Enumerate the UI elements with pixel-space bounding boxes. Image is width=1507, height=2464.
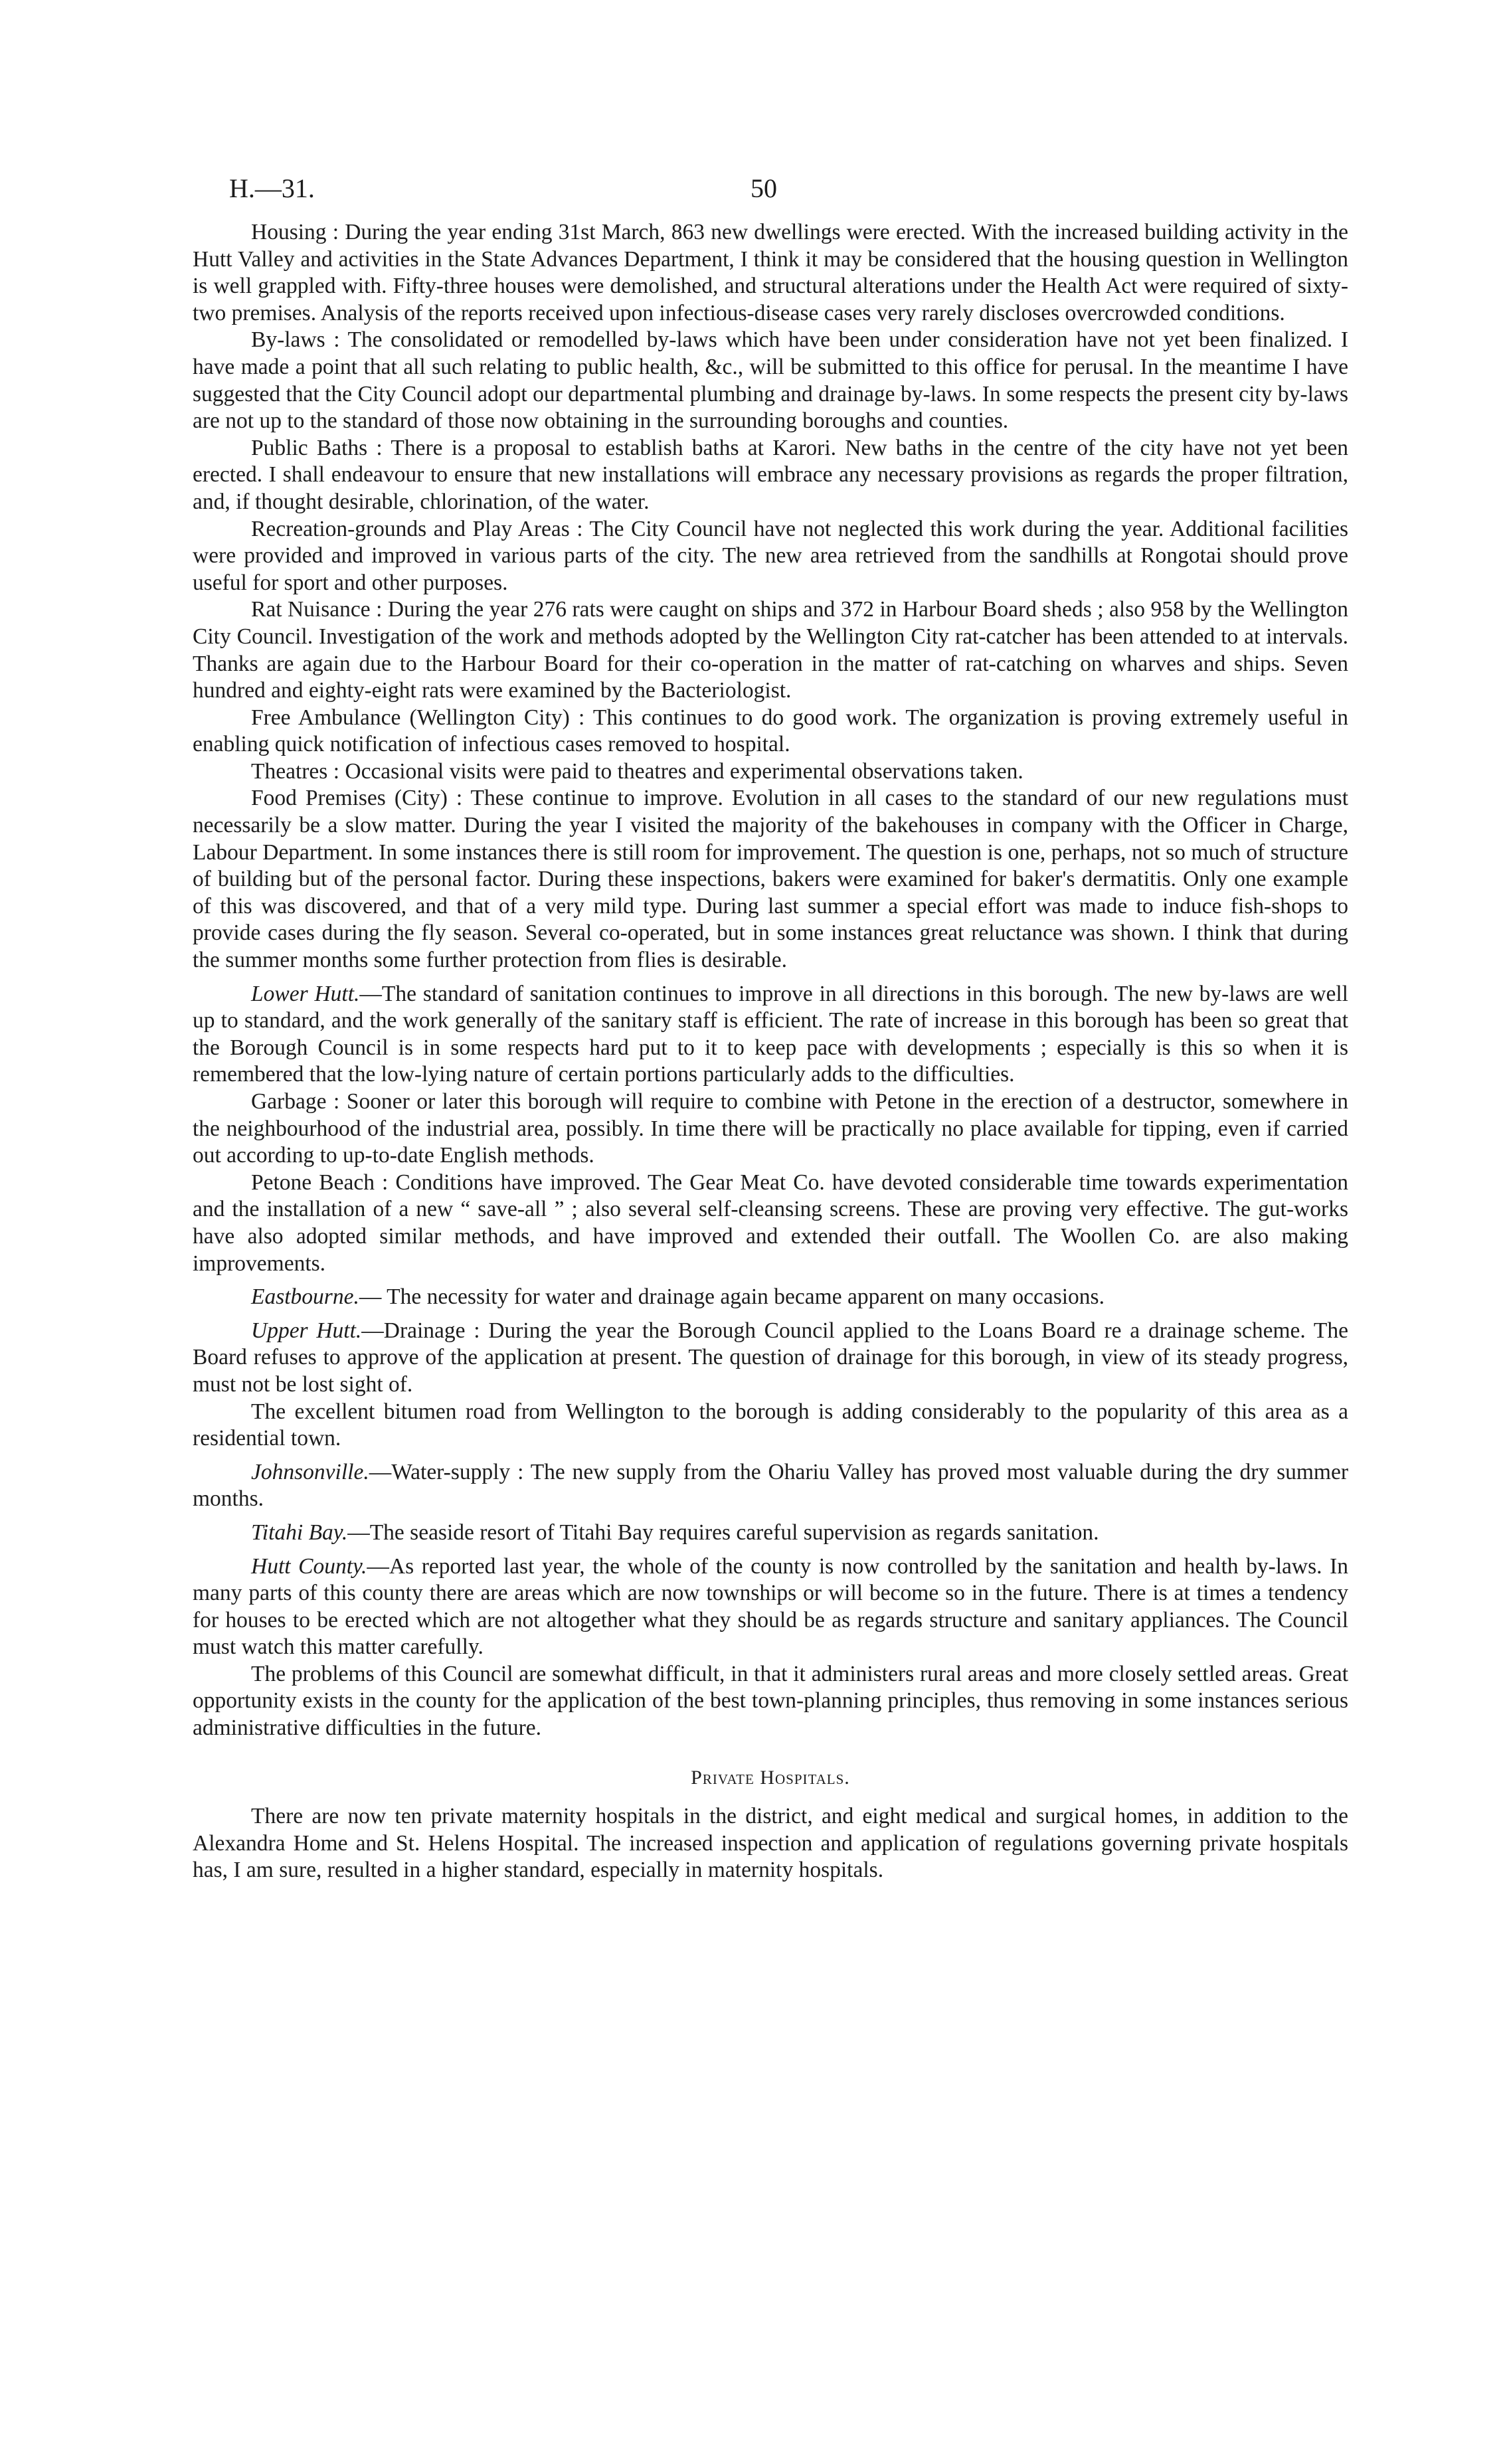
body-text — [193, 219, 1348, 1884]
lower-hutt-text: —The standard of sanitation continues to improve in all directions in this borough. The new by-laws are well up to standard, and the work generally of the sanitary staff is efficient. The rate of increase in this borough has been so great that the Borough Council is in some respects hard put to it to keep pace with developments ; especially is this so when it is remembered that the low-lying nature of certain portions particularly adds to the difficulties. — [193, 981, 1348, 1087]
paragraph-housing: Housing : During the year ending 31st March, 863 new dwellings were erected. With the increased building activity in the Hutt Valley and activities in the State Advances Department, I think it may be considered that the housing question in Wellington is well grappled with. Fifty-three houses were demolished, and structural alterations under the Health Act were required of sixty-two premises. Analysis of the reports received upon infectious-disease cases very rarely discloses overcrowded conditions. — [193, 220, 1348, 325]
titahi-bay-heading: Titahi Bay. — [251, 1520, 348, 1545]
paragraph-private-hospitals: There are now ten private maternity hospitals in the district, and eight medical and surgical homes, in addition to the Alexandra Home and St. Helens Hospital. The increased inspection and application of regulations governing private hospitals has, I am sure, resulted in a higher standard, especially in maternity hospitals. — [193, 1804, 1348, 1883]
upper-hutt-heading: Upper Hutt. — [251, 1318, 362, 1343]
paragraph-garbage: Garbage : Sooner or later this borough will require to combine with Petone in the erection of a destructor, somewhere in the neighbourhood of the industrial area, possibly. In time there will be practically no place available for tipping, even if carried out according to up-to-date English methods. — [193, 1089, 1348, 1168]
upper-hutt-text: —Drainage : During the year the Borough Council applied to the Loans Board re a drainage scheme. The Board refuses to approve of the application at present. The question of drainage for this borough, in view of its steady progress, must not be lost sight of. — [193, 1318, 1349, 1397]
eastbourne-heading: Eastbourne. — [251, 1284, 359, 1310]
paragraph-food-premises: Food Premises (City) : These continue to improve. Evolution in all cases to the standard of our new regulations must necessarily be a slow matter. During the year I visited the majority of the bakehouses in company with the Officer in Charge, Labour Department. In some instances there is still room for improvement. The question is one, perhaps, not so much of structure of building but of the personal factor. During these inspections, bakers were examined for baker's dermatitis. Only one example of this was discovered, and that of a very mild type. During last summer a special effort was made to induce fish-shops to provide cases during the fly season. Several co-operated, but in some instances great reluctance was shown. I think that during the summer months some further protection from flies is desirable. — [193, 786, 1348, 973]
titahi-bay-text: —The seaside resort of Titahi Bay requires careful supervision as regards sanitation. — [347, 1520, 1099, 1545]
paragraph-theatres: Theatres : Occasional visits were paid to theatres and experimental observations taken. — [251, 758, 1023, 784]
johnsonville-heading: Johnsonville. — [251, 1459, 369, 1484]
page-header — [193, 173, 1348, 219]
johnsonville-text: —Water-supply : The new supply from the Ohariu Valley has proved most valuable during the dry summer months. — [193, 1459, 1348, 1512]
paragraph-free-ambulance: Free Ambulance (Wellington City) : This continues to do good work. The organization is proving extremely useful in enabling quick notification of infectious cases removed to hospital. — [193, 705, 1348, 757]
paragraph-recreation: Recreation-grounds and Play Areas : The City Council have not neglected this work during the year. Additional facilities were provided and improved in various parts of the city. The new area retrieved from the sandhills at Rongotai should prove useful for sport and other purposes. — [193, 516, 1348, 595]
paragraph-public-baths: Public Baths : There is a proposal to establish baths at Karori. New baths in the centre of the city have not yet been erected. I shall endeavour to ensure that new installations will embrace any necessary provisions as regards the proper filtration, and, if thought desirable, chlorination, of the water. — [193, 435, 1348, 514]
page-number: 50 — [751, 173, 777, 203]
paragraph-petone-beach: Petone Beach : Conditions have improved. The Gear Meat Co. have devoted considerable time towards experimentation and the installation of a new “ save-all ” ; also several self-cleansing screens. These are proving very effective. The gut-works have also adopted similar methods, and have improved and extended their outfall. The Woollen Co. are also making improvements. — [193, 1170, 1348, 1276]
paragraph-eastbourne — [193, 1284, 1348, 1311]
paragraph-johnsonville — [193, 1459, 1348, 1513]
hutt-county-text: —As reported last year, the whole of the county is now controlled by the sanitation and health by-laws. In many parts of this county there are areas which are now townships or will become so in the future. There is at times a tendency for houses to be erected which are not altogether what they should be as regards structure and sanitary appliances. The Council must watch this matter carefully. — [193, 1553, 1348, 1660]
paragraph-titahi-bay — [193, 1520, 1348, 1547]
eastbourne-text: — The necessity for water and drainage again became apparent on many occasions. — [359, 1284, 1105, 1310]
section-heading-private-hospitals: Private Hospitals. — [691, 1766, 850, 1789]
paragraph-bitumen-road: The excellent bitumen road from Wellington to the borough is adding considerably to the popularity of this area as a residential town. — [193, 1399, 1348, 1451]
paragraph-hutt-county — [193, 1553, 1348, 1661]
paragraph-council-problems: The problems of this Council are somewhat difficult, in that it administers rural areas and more closely settled areas. Great opportunity exists in the county for the application of the best town-planning principles, thus removing in some instances serious administrative difficulties in the future. — [193, 1661, 1348, 1741]
document-page — [193, 173, 1348, 1884]
paragraph-lower-hutt — [193, 981, 1348, 1089]
lower-hutt-heading: Lower Hutt. — [251, 981, 360, 1006]
paragraph-bylaws: By-laws : The consolidated or remodelled by-laws which have been under consideration have not yet been finalized. I have made a point that all such relating to public health, &c., will be submitted to this office for perusal. In the meantime I have suggested that the City Council adopt our departmental plumbing and drainage by-laws. In some respects the present city by-laws are not up to the standard of those now obtaining in the surrounding boroughs and counties. — [193, 327, 1348, 434]
paragraph-rat-nuisance: Rat Nuisance : During the year 276 rats were caught on ships and 372 in Harbour Board sheds ; also 958 by the Wellington City Council. Investigation of the work and methods adopted by the Wellington City rat-catcher has been attended to at intervals. Thanks are again due to the Harbour Board for their co-operation in the matter of rat-catching on wharves and ships. Seven hundred and eighty-eight rats were examined by the Bacteriologist. — [193, 597, 1348, 703]
hutt-county-heading: Hutt County. — [251, 1553, 367, 1579]
document-reference: H.—31. — [229, 173, 315, 203]
paragraph-upper-hutt — [193, 1318, 1348, 1399]
